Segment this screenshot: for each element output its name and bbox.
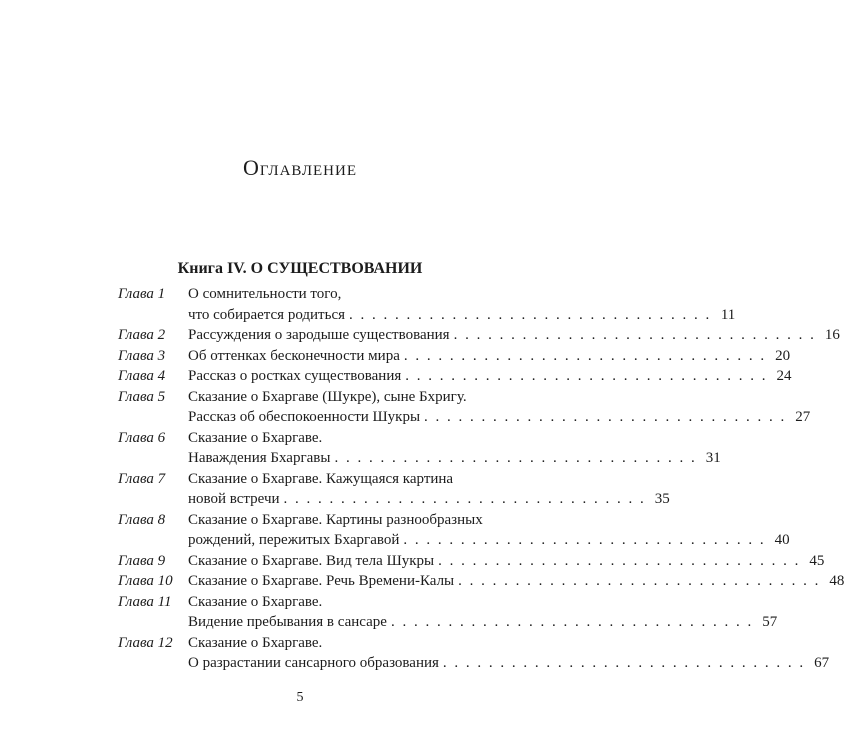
entry-page-number: 24	[776, 368, 792, 384]
entry-title-line: Сказание о Бхаргаве. Речь Времени-Калы	[188, 573, 455, 589]
entry-page-number: 67	[814, 655, 830, 671]
page-number: 5	[296, 690, 304, 705]
entry-title-line: Сказание о Бхаргаве. Вид тела Шукры	[188, 552, 435, 569]
page-title: Оглавление	[242, 155, 358, 180]
entry-title-line: О сомнительности того,	[188, 286, 342, 302]
chapter-label: Глава 5	[118, 388, 166, 405]
toc-entry[interactable]	[118, 346, 791, 367]
dot-leader: . . . . . . . . . . . . . . . . . . . . . . . . . . . . . . . .	[458, 573, 821, 589]
toc-entry[interactable]	[118, 571, 844, 592]
entry-title-line: Рассказ о ростках существования	[188, 368, 402, 384]
entry-page-number: 57	[762, 614, 778, 630]
dot-leader: . . . . . . . . . . . . . . . . . . . . . . . . . . . . . . . .	[403, 347, 767, 364]
chapter-label: Глава 4	[118, 368, 166, 384]
dot-leader: . . . . . . . . . . . . . . . . . . . . . . . . . . . . . . . .	[334, 450, 697, 466]
dot-leader: . . . . . . . . . . . . . . . . . . . . . . . . . . . . . . . .	[424, 409, 787, 425]
entry-page-number: 11	[720, 306, 736, 323]
entry-title-line: Наваждения Бхаргавы	[188, 450, 331, 466]
entry-title-line: О разрастании сансарного образования	[188, 655, 439, 671]
entry-page-number: 20	[775, 347, 791, 364]
chapter-label: Глава 8	[118, 511, 166, 528]
toc-entry[interactable]	[118, 633, 830, 674]
dot-leader: . . . . . . . . . . . . . . . . . . . . . . . . . . . . . . . .	[403, 532, 766, 548]
entry-page-number: 27	[795, 409, 811, 425]
dot-leader: . . . . . . . . . . . . . . . . . . . . . . . . . . . . . . . .	[349, 306, 712, 323]
entry-title-line: Видение пребывания в сансаре	[188, 614, 387, 630]
chapter-label: Глава 1	[118, 286, 166, 302]
book-title: Книга IV. О СУЩЕСТВОВАНИИ	[177, 260, 423, 277]
chapter-label: Глава 11	[118, 593, 172, 610]
entry-title-line: Сказание о Бхаргаве.	[188, 429, 323, 446]
toc-entry[interactable]	[118, 387, 811, 428]
chapter-label: Глава 10	[118, 573, 173, 589]
table-of-contents	[118, 284, 844, 674]
entry-page-number: 48	[829, 573, 844, 589]
dot-leader: . . . . . . . . . . . . . . . . . . . . . . . . . . . . . . . .	[438, 552, 801, 569]
chapter-label: Глава 3	[118, 347, 166, 364]
chapter-label: Глава 12	[118, 634, 173, 651]
entry-title-line: Сказание о Бхаргаве. Кажущаяся картина	[188, 470, 454, 487]
toc-entry[interactable]	[118, 366, 792, 387]
entry-page-number: 31	[705, 450, 721, 466]
entry-title-line: Сказание о Бхаргаве.	[188, 593, 323, 610]
entry-page-number: 40	[774, 532, 790, 548]
entry-page-number: 45	[809, 552, 825, 569]
toc-entry[interactable]	[118, 510, 790, 551]
dot-leader: . . . . . . . . . . . . . . . . . . . . . . . . . . . . . . . .	[405, 368, 768, 384]
entry-page-number: 16	[824, 327, 840, 343]
toc-entry[interactable]	[118, 551, 825, 572]
chapter-label: Глава 2	[118, 327, 166, 343]
dot-leader: . . . . . . . . . . . . . . . . . . . . . . . . . . . . . . . .	[390, 614, 754, 630]
chapter-label: Глава 6	[118, 429, 166, 446]
dot-leader: . . . . . . . . . . . . . . . . . . . . . . . . . . . . . . . .	[442, 655, 806, 671]
entry-title-line: рождений, пережитых Бхаргавой	[188, 532, 400, 548]
entry-title-line: Сказание о Бхаргаве. Картины разнообразных	[188, 511, 483, 528]
entry-title-line: что собирается родиться	[188, 306, 346, 323]
entry-title-line: Рассказ об обеспокоенности Шукры	[188, 409, 421, 425]
entry-page-number: 35	[654, 491, 670, 507]
entry-title-line: новой встречи	[188, 491, 280, 507]
entry-title-line: Рассуждения о зародыше существования	[188, 327, 450, 343]
dot-leader: . . . . . . . . . . . . . . . . . . . . . . . . . . . . . . . .	[283, 491, 646, 507]
toc-entry[interactable]	[118, 428, 721, 469]
toc-entry[interactable]	[118, 284, 736, 325]
toc-entry[interactable]	[118, 325, 840, 346]
chapter-label: Глава 7	[118, 470, 166, 487]
toc-entry[interactable]	[118, 592, 778, 633]
dot-leader: . . . . . . . . . . . . . . . . . . . . . . . . . . . . . . . .	[453, 327, 816, 343]
entry-title-line: Сказание о Бхаргаве.	[188, 634, 323, 651]
entry-title-line: Об оттенках бесконечности мира	[188, 347, 400, 364]
chapter-label: Глава 9	[118, 552, 166, 569]
toc-entry[interactable]	[118, 469, 670, 510]
entry-title-line: Сказание о Бхаргаве (Шукре), сыне Бхригу.	[188, 388, 467, 405]
